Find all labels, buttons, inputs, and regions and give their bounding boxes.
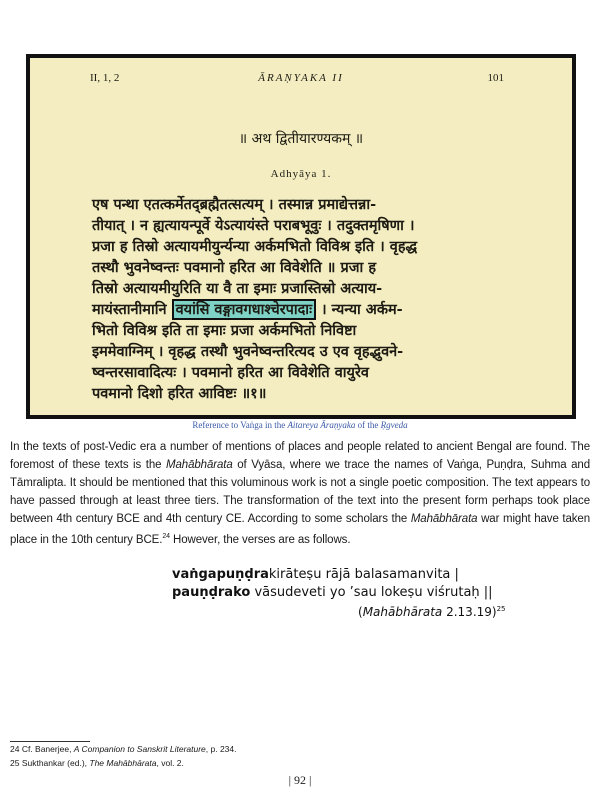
scan-header-title: ĀRAṆYAKA II <box>258 72 344 84</box>
quote-bold: pauṇḍrako <box>172 585 251 600</box>
verse-line: तिस्रो अत्यायमीयुरिति या वै ता इमाः प्रजास्तिस्रो अत्याय- <box>92 280 383 297</box>
footnote-divider <box>10 741 90 742</box>
figure-caption <box>0 420 600 430</box>
citation-text: ( <box>358 605 363 619</box>
footnote-text: 24 Cf. Banerjee, <box>10 744 74 754</box>
footnote-text: 25 Sukthankar (ed.), <box>10 758 90 768</box>
verse-line: इममेवाग्निम् । वृहद्ध तस्थौ भुवनेष्वन्तरित्यद उ एव वृहद्भुवने- <box>92 343 404 360</box>
figure-frame <box>26 54 576 419</box>
quote-citation <box>358 605 506 619</box>
footnote-text: , vol. 2. <box>156 758 184 768</box>
quote-bold: vaṅgapuṇḍra <box>172 567 269 582</box>
verse-line: ष्वन्तरसावादित्यः । पवमानो हरित आ विवेशेति वायुरेव <box>92 364 369 381</box>
citation-text: 2.13.19) <box>442 605 497 619</box>
paragraph-text: However, the verses are as follows. <box>169 533 351 546</box>
caption-source: Ṛgveda <box>380 420 408 430</box>
verse-line: पवमानो दिशो हरित आविष्टः ॥१॥ <box>92 385 267 402</box>
verse-line: तस्थौ भुवनेष्वन्तः पवमानो हरित आ विवेशेति ॥ प्रजा ह <box>92 259 377 276</box>
footnote-25 <box>10 758 184 768</box>
adhyaya-heading: Adhyāya 1. <box>270 168 332 180</box>
verse-line: तीयात् । न ह्यत्यायन्पूर्वे येऽत्यायंस्ते पराबभूवुः । तदुक्तमृषिणा । <box>92 217 415 234</box>
footnote-title: The Mahābhārata <box>89 758 157 768</box>
quote-text: vāsudeveti yo ’sau lokeṣu viśrutaḥ || <box>250 585 493 600</box>
quote-line-2 <box>172 585 493 600</box>
paragraph-text: war might have taken place in the 10th century BCE. <box>10 513 590 546</box>
paragraph-text: In the texts of post-Vedic era a number of mentions of places and people related to ancient Bengal are found. The foremost of these texts is the <box>10 441 590 471</box>
footnote-ref: 24 <box>162 533 170 540</box>
quote-text: kirāteṣu rājā balasamanvita | <box>268 567 459 582</box>
paragraph-title: Mahābhārata <box>166 459 233 471</box>
footnote-title: A Companion to Sanskrit Literature <box>73 744 206 754</box>
caption-title: Aitareya Āraṇyaka <box>287 420 356 430</box>
citation-title: Mahābhārata <box>362 605 443 619</box>
footnote-24 <box>10 744 237 754</box>
paragraph-title: Mahābhārata <box>410 513 478 525</box>
scanned-manuscript-page <box>30 58 572 415</box>
caption-text: of the <box>355 420 381 430</box>
sanskrit-verse-block <box>92 194 512 404</box>
verse-line-highlighted <box>92 299 512 320</box>
quote-line-1 <box>172 567 459 582</box>
paragraph-text: of Vyāsa, where we trace the names of Vaṅga, Puṇḍra, Suhma and Tāmralipta. It should be mentioned that this voluminous work is not a single poetic composition. The text appears to have passed through at least three tiers. The transformation of the text into the present form perhaps took place between 4th century BCE and 4th century CE. According to some scholars the <box>10 459 590 525</box>
caption-text: Reference to Vaṅga in the <box>192 420 288 430</box>
verse-line: एष पन्था एतत्कर्मेतद्ब्रह्मैतत्सत्यम् । तस्मान्न प्रमाद्येत्तन्ना- <box>92 196 377 213</box>
verse-segment: मायंस्तानीमानि <box>92 301 167 318</box>
footnote-text: , p. 234. <box>205 744 237 754</box>
vanga-highlight: वयांसि वङ्गावगधाश्चेरपादाः <box>172 299 316 320</box>
scan-header-left: II, 1, 2 <box>90 72 120 84</box>
devanagari-title: ॥ अथ द्वितीयारण्यकम् ॥ <box>238 131 364 147</box>
verse-line: प्रजा ह तिस्रो अत्यायमीयुर्न्यन्या अर्कमभितो विविश्र इति । वृहद्ध <box>92 238 418 255</box>
verse-segment: । न्यन्या अर्कम- <box>321 301 403 318</box>
verse-line: भितो विविश्र इति ता इमाः प्रजा अर्कमभितो निविष्टा <box>92 322 357 339</box>
page-number: | 92 | <box>288 773 312 787</box>
scan-header-page: 101 <box>487 72 504 84</box>
footnote-ref: 25 <box>496 605 506 613</box>
body-paragraph <box>10 438 590 549</box>
